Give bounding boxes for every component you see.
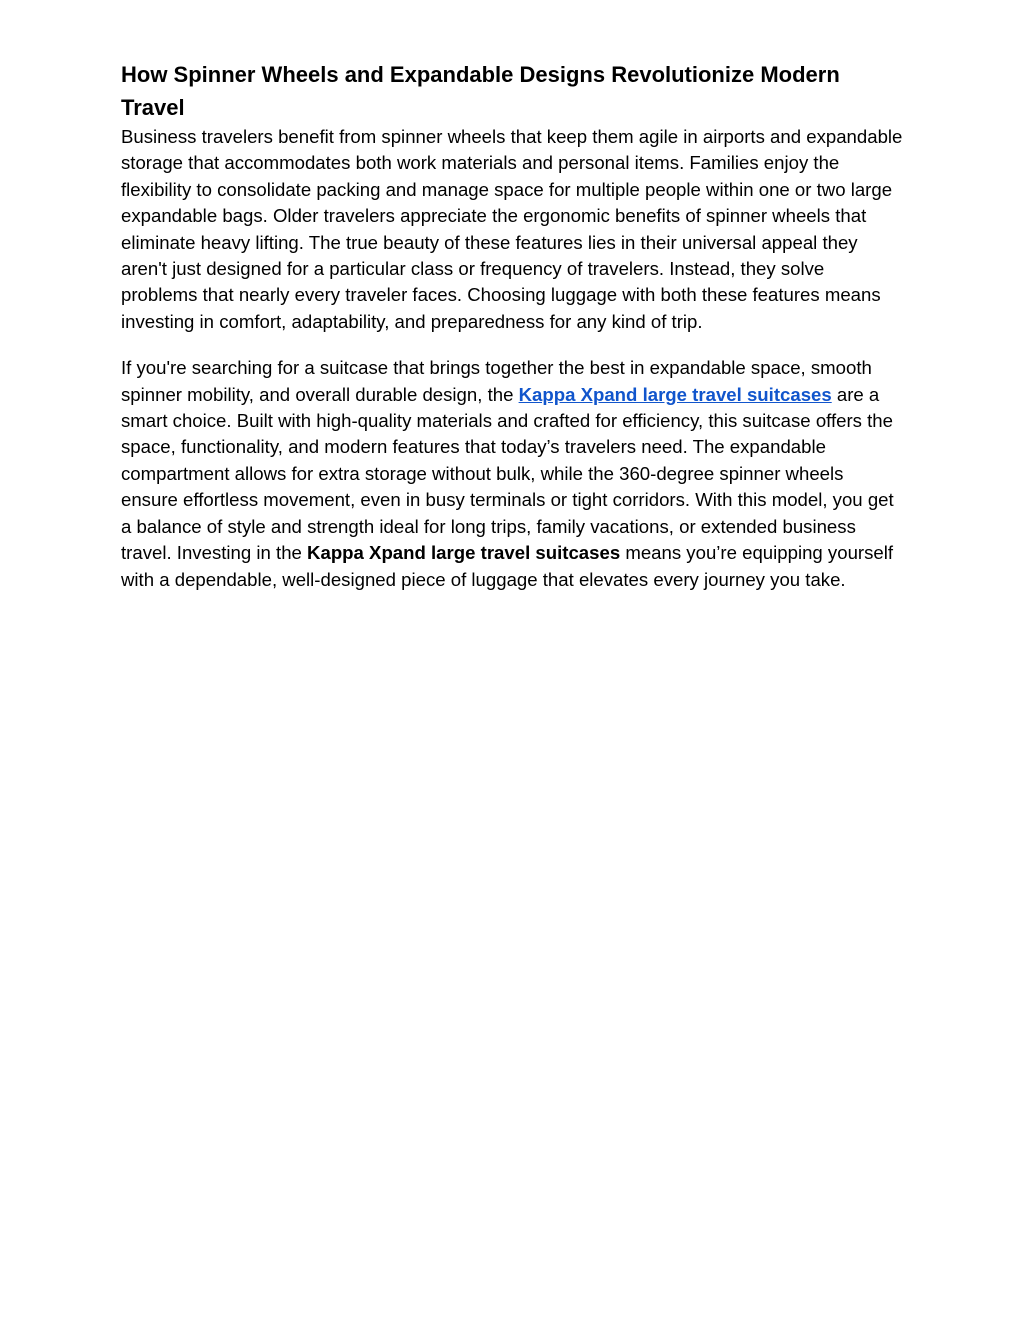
paragraph-1: Business travelers benefit from spinner wheels that keep them agile in airports and expandable storage that accommodates both work materials and personal items. Families enjoy the flexibility to consolidate packing and manage space for multiple people within one or two large expandable bags. Older travelers appreciate the ergonomic benefits of spinner wheels that eliminate heavy lifting. The true beauty of these features lies in their universal appeal they aren't just designed for a particular class or frequency of travelers. Instead, they solve problems that nearly every traveler faces. Choosing luggage with both these features means investing in comfort, adaptability, and preparedness for any kind of trip.: [121, 126, 903, 332]
paragraph-2-text-before-link: If you're searching for a suitcase that brings together the best in expandable space, smooth spinner mobility, and overall durable design, the: [121, 357, 872, 405]
product-name-bold: Kappa Xpand large travel suitcases: [307, 542, 621, 564]
document-page: [121, 58, 905, 593]
kappa-xpand-link[interactable]: Kappa Xpand large travel suitcases: [518, 383, 832, 405]
paragraph-2-text-end: means you’re equipping yourself with a dependable, well-designed piece of luggage that elevates every journey you take.: [121, 542, 894, 590]
document-title: How Spinner Wheels and Expandable Designs Revolutionize Modern Travel: [121, 62, 840, 120]
paragraph-2: [121, 355, 905, 593]
paragraph-2-text-after-link: are a smart choice. Built with high-quality materials and crafted for efficiency, this suitcase offers the space, functionality, and modern features that today’s travelers need. The expandable compartment allows for extra storage without bulk, while the 360-degree spinner wheels ensure effortless movement, even in busy terminals or tight corridors. With this model, you get a balance of style and strength ideal for long trips, family vacations, or extended business travel. Investing in the: [121, 383, 894, 564]
